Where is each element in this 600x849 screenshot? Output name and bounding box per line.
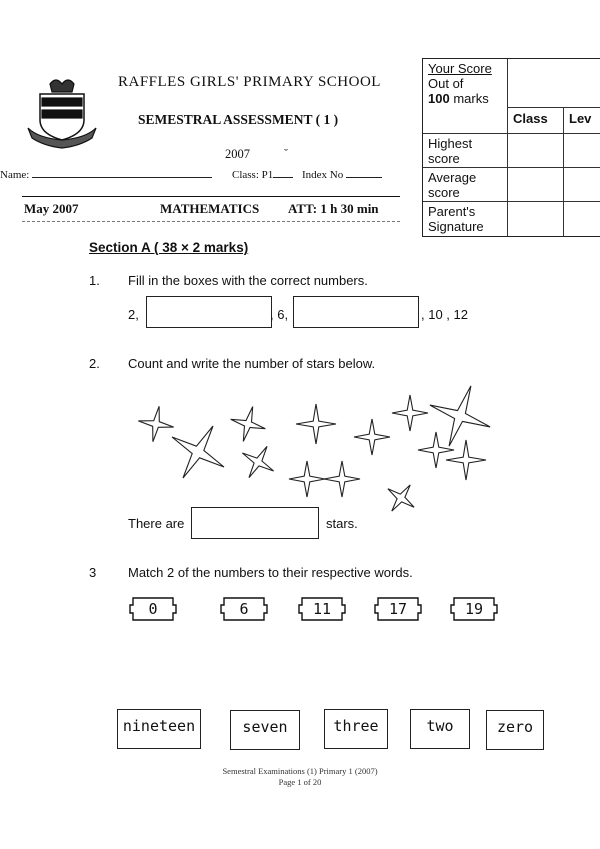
word-box[interactable] [117, 709, 201, 749]
stars-sentence-end: stars. [326, 516, 358, 531]
star-shape [289, 461, 325, 497]
star-shape [296, 404, 336, 444]
star-shape [231, 407, 266, 442]
exam-date: May 2007 [24, 201, 79, 216]
class-blank [273, 167, 293, 178]
word-label: three [333, 717, 379, 735]
star-shape [388, 485, 414, 511]
number-tile[interactable]: 11 [312, 600, 332, 618]
question-1-number: 1. [89, 273, 100, 288]
answer-box-2[interactable] [293, 296, 419, 328]
star-shape [354, 419, 390, 455]
score-table-divider [423, 201, 600, 202]
star-shape [138, 406, 173, 441]
question-3-number: 3 [89, 565, 97, 580]
stray-mark: ˘ [284, 146, 288, 160]
average-score-label: Average score [428, 170, 477, 200]
name-field [0, 167, 212, 181]
index-blank [346, 167, 382, 178]
question-3-text: Match 2 of the numbers to their respective words. [128, 565, 413, 580]
name-label: Name: [0, 169, 30, 181]
score-table-divider [423, 133, 600, 134]
word-box[interactable] [230, 710, 300, 750]
answer-box-1[interactable] [146, 296, 272, 328]
star-shape [430, 386, 490, 446]
score-table-divider [423, 167, 600, 168]
star-shape [446, 440, 486, 480]
word-box[interactable] [410, 709, 470, 749]
number-tile[interactable]: 6 [239, 600, 249, 618]
stars-illustration [120, 380, 510, 520]
word-box[interactable] [486, 710, 544, 750]
index-label: Index No [302, 169, 344, 181]
footer-exam-title: Semestral Examinations (1) Primary 1 (2007) [222, 766, 378, 776]
number-tile[interactable]: 0 [148, 600, 158, 618]
subject-title: MATHEMATICS [160, 201, 260, 216]
section-title: Section A ( 38 × 2 marks) [89, 240, 249, 255]
level-column-header: Lev [569, 111, 592, 126]
parent-signature-label: Parent's Signature [428, 204, 484, 234]
question-1-text: Fill in the boxes with the correct numbers. [128, 273, 368, 288]
header-rule [22, 196, 400, 197]
name-blank [32, 167, 212, 178]
word-label: two [426, 717, 454, 735]
number-tile[interactable]: 17 [388, 600, 408, 618]
sequence-part-2: , 6, [270, 307, 289, 322]
school-crest-logo [26, 74, 98, 152]
your-score-label: Your Score Out of 100 marks [428, 61, 492, 106]
school-name: RAFFLES GIRLS' PRIMARY SCHOOL [118, 74, 381, 90]
sequence-part-1: 2, [128, 307, 139, 322]
exam-duration: ATT: 1 h 30 min [288, 201, 379, 216]
number-tile[interactable]: 19 [464, 600, 484, 618]
score-table-divider [507, 107, 600, 108]
star-shape [392, 395, 428, 431]
word-label: zero [496, 718, 534, 736]
score-table [422, 58, 600, 237]
class-label: Class: P1 [232, 169, 274, 181]
question-2-number: 2. [89, 356, 100, 371]
highest-score-label: Highest score [428, 136, 473, 166]
star-shape [242, 446, 273, 477]
star-shape [324, 461, 360, 497]
star-shape [418, 432, 454, 468]
word-box[interactable] [324, 709, 388, 749]
score-table-divider [507, 59, 508, 236]
question-2-text: Count and write the number of stars below. [128, 356, 376, 371]
header-dashed-rule [22, 221, 400, 222]
stars-sentence-start: There are [128, 516, 185, 531]
class-column-header: Class [513, 111, 548, 126]
index-field [302, 167, 382, 181]
star-shape [172, 426, 224, 478]
word-label: seven [242, 718, 288, 736]
assessment-year: 2007 [225, 147, 250, 161]
stars-answer-box[interactable] [191, 507, 319, 539]
score-table-divider [563, 107, 564, 236]
word-label: nineteen [122, 717, 196, 735]
sequence-part-3: , 10 , 12 [421, 307, 468, 322]
assessment-title: SEMESTRAL ASSESSMENT ( 1 ) [138, 112, 339, 127]
class-field [232, 167, 293, 181]
footer-page-number: Page 1 of 20 [278, 777, 322, 787]
